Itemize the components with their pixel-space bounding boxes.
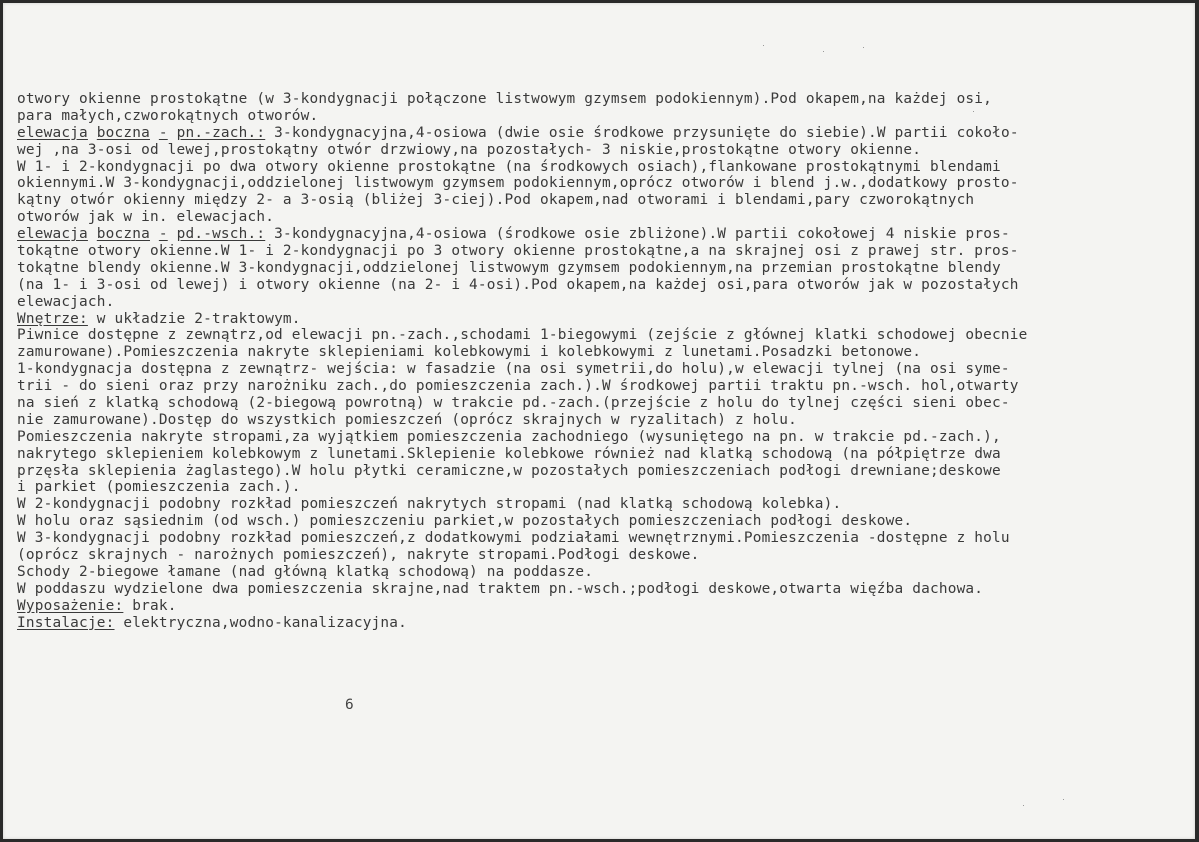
- text-line: [17, 159, 1187, 176]
- text-line: [17, 192, 1187, 209]
- text-segment: (na 1- i 3-osi od lewej) i otwory okienne (na 2- i 4-osi).Pod okapem,na każdej osi,para otworów jak w pozostałych: [17, 276, 1019, 293]
- text-segment: W 1- i 2-kondygnacji po dwa otwory okienne prostokątne (na środkowych osiach),flankowane prostokątnymi blendami: [17, 158, 1001, 175]
- text-line: [17, 91, 1187, 108]
- text-line: [17, 547, 1187, 564]
- underlined-heading: Wyposażenie:: [17, 597, 124, 614]
- document-page: [3, 3, 1195, 839]
- text-segment: [88, 125, 97, 141]
- text-segment: brak.: [123, 597, 177, 614]
- text-line: [17, 479, 1187, 496]
- text-segment: na sień z klatką schodową (2-biegową powrotną) w trakcie pd.-zach.(przejście z holu do tylnej części sieni obec-: [17, 395, 1010, 412]
- text-line: [17, 463, 1187, 480]
- scan-speck: [763, 45, 764, 46]
- scan-speck: [823, 51, 824, 52]
- underlined-heading: Wnętrze:: [17, 310, 88, 327]
- underlined-heading: pn.-zach.:: [176, 124, 266, 141]
- scan-speck: [1063, 799, 1064, 800]
- text-segment: 3-kondygnacyjna,4-osiowa (środkowe osie zbliżone).W partii cokołowej 4 niskie pros-: [265, 226, 1010, 243]
- text-segment: W holu oraz sąsiednim (od wsch.) pomieszczeniu parkiet,w pozostałych pomieszczeniach podłogi deskowe.: [17, 513, 913, 530]
- text-line: [17, 294, 1187, 311]
- underlined-heading: Instalacje:: [17, 614, 115, 631]
- text-line: [17, 226, 1187, 243]
- text-segment: otworów jak w in. elewacjach.: [17, 209, 275, 226]
- underlined-heading: -: [158, 124, 168, 141]
- text-line: [17, 615, 1187, 632]
- body-text: [17, 91, 1187, 632]
- text-segment: w układzie 2-traktowym.: [87, 310, 301, 327]
- text-line: [17, 125, 1187, 142]
- text-segment: elewacjach.: [17, 293, 115, 310]
- scan-speck: [973, 111, 974, 112]
- text-segment: wej ,na 3-osi od lewej,prostokątny otwór drzwiowy,na pozostałych- 3 niskie,prostokątne otwory okienne.: [17, 141, 922, 158]
- text-line: [17, 311, 1187, 328]
- text-segment: W 3-kondygnacji podobny rozkład pomieszczeń,z dodatkowymi podziałami wewnętrznymi.Pomieszczenia -dostępne z holu: [17, 530, 1010, 547]
- text-line: [17, 108, 1187, 125]
- text-line: [17, 327, 1187, 344]
- text-segment: okiennymi.W 3-kondygnacji,oddzielonej listwowym gzymsem podokiennym,oprócz otworów i blend j.w.,dodatkowy prosto-: [17, 175, 1019, 192]
- text-line: [17, 581, 1187, 598]
- text-segment: Schody 2-biegowe łamane (nad główną klatką schodową) na poddasze.: [17, 563, 594, 580]
- text-line: [17, 344, 1187, 361]
- scan-speck: [863, 47, 864, 48]
- text-segment: trii - do sieni oraz przy narożniku zach.,do pomieszczenia zach.).W środkowej partii traktu pn.-wsch. hol,otwarty: [17, 378, 1019, 395]
- text-line: [17, 598, 1187, 615]
- text-segment: [168, 226, 177, 242]
- text-segment: 1-kondygnacja dostępna z zewnątrz- wejścia: w fasadzie (na osi symetrii,do holu),w elewacji tylnej (na osi syme-: [17, 361, 1010, 378]
- text-line: [17, 395, 1187, 412]
- text-segment: Piwnice dostępne z zewnątrz,od elewacji pn.-zach.,schodami 1-biegowymi (zejście z głównej klatki schodowej obecnie: [17, 327, 1028, 344]
- scan-speck: [1023, 805, 1024, 806]
- text-line: [17, 361, 1187, 378]
- text-segment: i parkiet (pomieszczenia zach.).: [17, 479, 301, 496]
- text-line: [17, 429, 1187, 446]
- text-segment: przęsła sklepienia żaglastego).W holu płytki ceramiczne,w pozostałych pomieszczeniach podłogi drewniane;deskowe: [17, 462, 1001, 479]
- text-line: [17, 513, 1187, 530]
- page-number: 6: [345, 697, 354, 713]
- text-line: [17, 412, 1187, 429]
- text-segment: [150, 125, 159, 141]
- text-segment: [150, 226, 159, 242]
- text-line: [17, 175, 1187, 192]
- text-segment: nakrytego sklepieniem kolebkowym z lunetami.Sklepienie kolebkowe również nad klatką schodową (na półpiętrze dwa: [17, 445, 1001, 462]
- text-segment: W poddaszu wydzielone dwa pomieszczenia skrajne,nad traktem pn.-wsch.;podłogi deskowe,otwarta więźba dachowa.: [17, 580, 984, 597]
- underlined-heading: elewacja: [17, 124, 88, 141]
- text-segment: otwory okienne prostokątne (w 3-kondygnacji połączone listwowym gzymsem podokiennym).Pod okapem,na każdej osi,: [17, 91, 993, 107]
- text-line: [17, 496, 1187, 513]
- underlined-heading: -: [158, 226, 168, 243]
- text-line: [17, 142, 1187, 159]
- text-line: [17, 530, 1187, 547]
- text-segment: para małych,czworokątnych otworów.: [17, 107, 319, 124]
- underlined-heading: boczna: [96, 226, 150, 243]
- text-line: [17, 277, 1187, 294]
- text-segment: 3-kondygnacyjna,4-osiowa (dwie osie środkowe przysunięte do siebie).W partii cokoło-: [265, 124, 1019, 141]
- text-line: [17, 446, 1187, 463]
- text-line: [17, 243, 1187, 260]
- text-segment: [168, 125, 177, 141]
- text-segment: tokątne otwory okienne.W 1- i 2-kondygnacji po 3 otwory okienne prostokątne,a na skrajnej osi z prawej str. pros-: [17, 243, 1019, 260]
- underlined-heading: boczna: [96, 124, 150, 141]
- text-segment: zamurowane).Pomieszczenia nakryte sklepieniami kolebkowymi i kolebkowymi z lunetami.Posadzki betonowe.: [17, 344, 922, 361]
- text-segment: kątny otwór okienny między 2- a 3-osią (bliżej 3-ciej).Pod okapem,nad otworami i blendami,pary czworokątnych: [17, 192, 975, 209]
- text-segment: [88, 226, 97, 242]
- text-segment: elektryczna,wodno-kanalizacyjna.: [114, 614, 408, 631]
- text-segment: nie zamurowane).Dostęp do wszystkich pomieszczeń (oprócz skrajnych w ryzalitach) z holu.: [17, 411, 798, 428]
- text-segment: (oprócz skrajnych - narożnych pomieszczeń), nakryte stropami.Podłogi deskowe.: [17, 547, 700, 564]
- text-line: [17, 260, 1187, 277]
- underlined-heading: elewacja: [17, 226, 88, 243]
- underlined-heading: pd.-wsch.:: [176, 226, 266, 243]
- text-line: [17, 209, 1187, 226]
- text-segment: tokątne blendy okienne.W 3-kondygnacji,oddzielonej listwowym gzymsem podokiennym,na przemian prostokątne blendy: [17, 259, 1001, 276]
- text-segment: Pomieszczenia nakryte stropami,za wyjątkiem pomieszczenia zachodniego (wysuniętego na pn. w trakcie pd.-zach.),: [17, 428, 1001, 445]
- text-segment: W 2-kondygnacji podobny rozkład pomieszczeń nakrytych stropami (nad klatką schodową kolebka).: [17, 496, 842, 513]
- text-line: [17, 378, 1187, 395]
- text-line: [17, 564, 1187, 581]
